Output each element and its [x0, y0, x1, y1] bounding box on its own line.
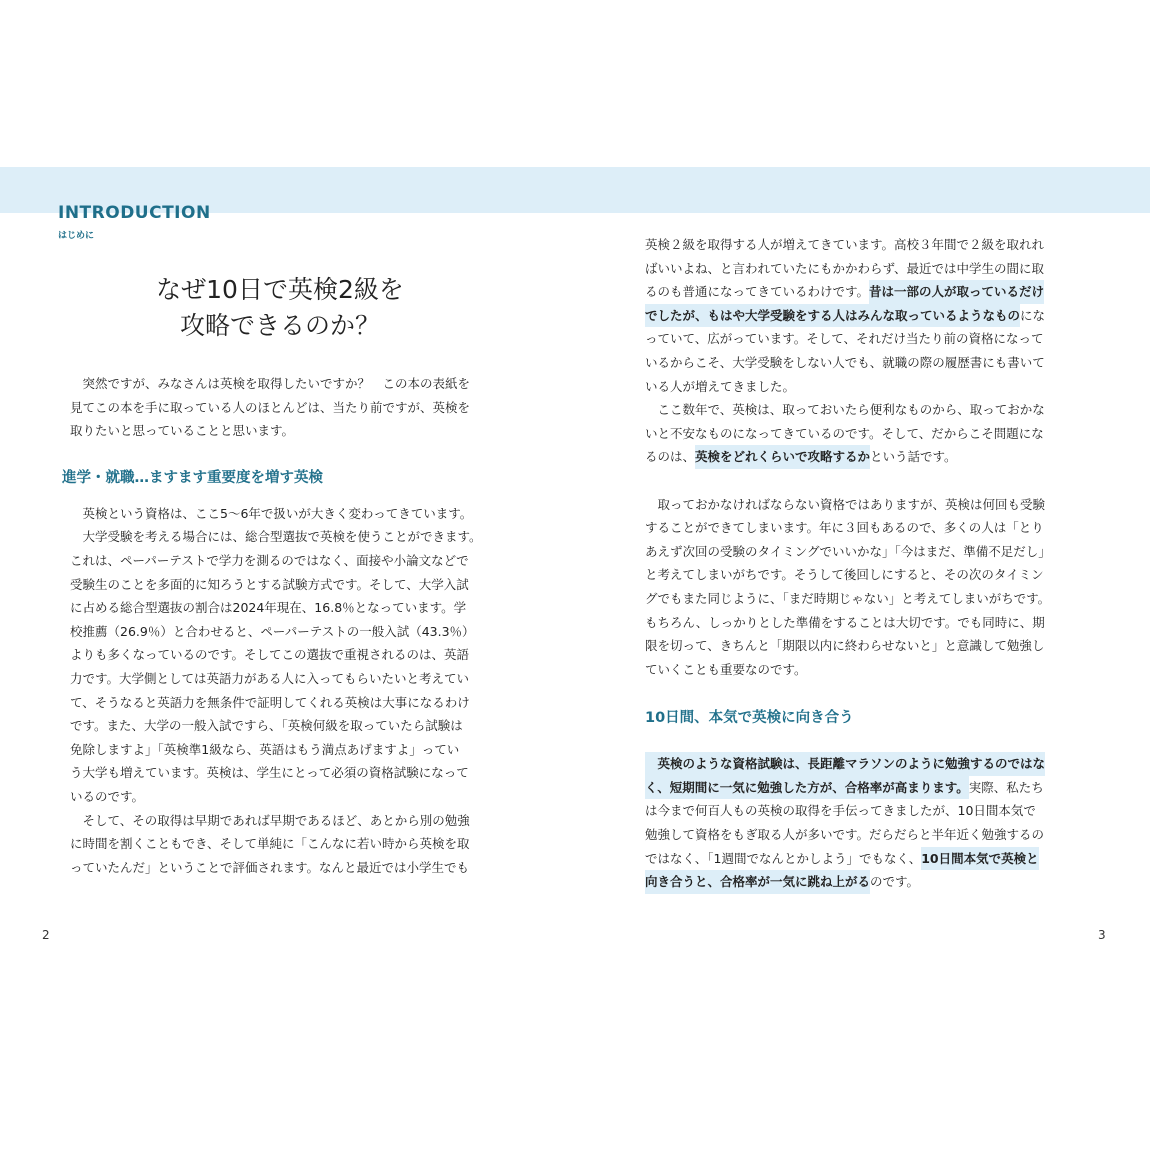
right-page-body [645, 233, 1085, 894]
text-line: 限を切って、きちんと「期限以内に終わらせないと」と意識して勉強し [645, 638, 1045, 654]
page-title-line-1: なぜ10日で英検2級を [156, 275, 404, 304]
text-line: 取っておかなければならない資格ではありますが、英検は何回も受験 [645, 496, 1046, 512]
text-line: に占める総合型選抜の割合は2024年現在、16.8％となっています。学 [70, 600, 467, 616]
text-run: ではなく、「1週間でなんとかしよう」でもなく、 [645, 850, 922, 866]
left-page-body [62, 372, 510, 879]
text-line [645, 870, 1085, 894]
text-line: グでもまた同じように、「まだ時期じゃない」と考えてしまいがちです。 [645, 590, 1051, 606]
highlighted-text: 向き合うと、合格率が一気に跳ね上がる [645, 870, 870, 894]
text-line: ていくことも重要なのです。 [645, 661, 807, 677]
text-line: 免除しますよ」「英検準1級なら、英語はもう満点あげますよ」ってい [70, 741, 460, 757]
text-line: いるからこそ、大学受験をしない人でも、就職の際の履歴書にも書いて [645, 354, 1045, 370]
text-line [645, 776, 1085, 800]
text-run: 実際、私たち [968, 779, 1044, 795]
text-line: 受験生のことを多面的に知ろうとする試験方式です。そして、大学入試 [70, 576, 469, 592]
text-line: よりも多くなっているのです。そしてこの選抜で重視されるのは、英語 [70, 647, 470, 663]
text-line: これは、ペーパーテストで学力を測るのではなく、面接や小論文などで [70, 552, 469, 568]
text-line: 見てこの本を手に取っている人のほとんどは、当たり前ですが、英検を [70, 399, 471, 415]
page-number-right: 3 [1098, 928, 1106, 942]
text-line [645, 752, 1085, 776]
text-line: 突然ですが、みなさんは英検を取得したいですか？ この本の表紙を [70, 376, 471, 391]
paragraph-gap [645, 469, 1085, 493]
page-title [60, 272, 500, 344]
text-line: う大学も増えています。英検は、学生にとって必須の資格試験になって [70, 765, 469, 781]
text-line: は今まで何百人もの英検の取得を手伝ってきましたが、10日間本気で [645, 803, 1036, 819]
text-line [645, 847, 1085, 871]
text-line: いる人が増えてきました。 [645, 378, 796, 394]
text-line [645, 445, 1085, 469]
text-line: っていたんだ」ということで評価されます。なんと最近では小学生でも [70, 859, 470, 875]
text-line: ばいいよね、と言われていたにもかかわらず、最近では中学生の間に取 [645, 260, 1045, 276]
text-line: いと不安なものになってきているのです。そして、だからこそ問題にな [645, 425, 1044, 441]
text-line: に時間を割くこともでき、そして単純に「こんなに若い時から英検を取 [70, 836, 470, 852]
text-line: 力です。大学側としては英語力がある人に入ってもらいたいと考えてい [70, 670, 470, 686]
section-heading: 進学・就職…ますます重要度を増す英検 [62, 469, 323, 486]
highlighted-text: でしたが、もはや大学受験をする人はみんな取っているようなもの [645, 304, 1020, 328]
text-line: と考えてしまいがちです。そうして後回しにすると、その次のタイミン [645, 567, 1044, 583]
text-run: にな [1020, 307, 1046, 323]
text-line [645, 280, 1085, 304]
text-line: 校推薦（26.9％）と合わせると、ペーパーテストの一般入試（43.3％） [70, 623, 475, 639]
highlighted-text: 英検のような資格試験は、長距離マラソンのように勉強するのではな [645, 752, 1045, 776]
text-line: 勉強して資格をもぎ取る人が多いです。だらだらと半年近く勉強するの [645, 827, 1045, 843]
text-line: っていて、広がっています。そして、それだけ当たり前の資格になって [645, 331, 1044, 347]
text-line: 取りたいと思っていることと思います。 [70, 423, 295, 439]
text-line: 英検という資格は、ここ5～6年で扱いが大きく変わってきています。 [70, 505, 473, 521]
text-line: 大学受験を考える場合には、総合型選抜で英検を使うことができます。 [70, 529, 482, 545]
text-line: です。また、大学の一般入試ですら、「英検何級を取っていたら試験は [70, 718, 463, 734]
text-line: することができてしまいます。年に３回もあるので、多くの人は「とり [645, 520, 1044, 536]
text-line: て、そうなると英語力を無条件で証明してくれる英検は大事になるわけ [70, 694, 470, 710]
text-line: いるのです。 [70, 788, 145, 804]
text-run: るのも普通になってきているわけです。 [645, 284, 870, 300]
page-number-left: 2 [42, 928, 50, 942]
text-run: るのは、 [645, 449, 696, 465]
highlighted-text: 昔は一部の人が取っているだけ [869, 280, 1044, 304]
text-run: という話です。 [870, 449, 957, 465]
section-subtitle: はじめに [58, 231, 95, 241]
highlighted-text: 10日間本気で英検と [921, 847, 1038, 871]
text-line: あえず次回の受験のタイミングでいいかな」「今はまだ、準備不足だし」 [645, 543, 1051, 559]
text-run: のです。 [870, 874, 920, 890]
highlighted-text: 英検をどれくらいで攻略するか [695, 445, 870, 469]
section-title: INTRODUCTION [58, 203, 211, 223]
section-heading: 10日間、本気で英検に向き合う [645, 710, 854, 727]
text-line [645, 304, 1085, 328]
text-line: もちろん、しっかりとした準備をすることは大切です。でも同時に、期 [645, 614, 1045, 630]
page-title-line-2: 攻略できるのか？ [179, 311, 380, 340]
highlighted-text: く、短期間に一気に勉強した方が、合格率が高まります。 [645, 776, 969, 800]
text-line: そして、その取得は早期であれば早期であるほど、あとから別の勉強 [70, 812, 470, 828]
text-line: ここ数年で、英検は、取っておいたら便利なものから、取っておかな [645, 402, 1045, 418]
text-line: 英検２級を取得する人が増えてきています。高校３年間で２級を取れれ [645, 237, 1045, 252]
